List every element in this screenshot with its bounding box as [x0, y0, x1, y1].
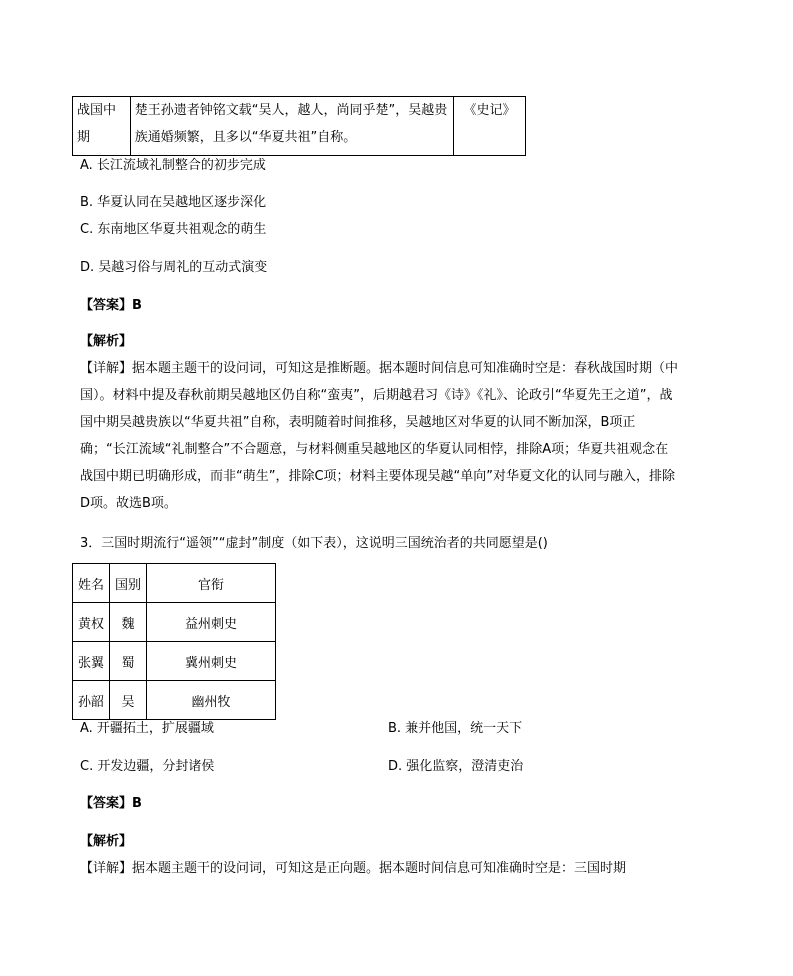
q3-option-a: A. 开疆拓土，扩展疆域 — [80, 721, 214, 736]
table-row — [73, 681, 276, 720]
q3-option-b: B. 兼并他国，统一天下 — [388, 721, 523, 736]
q2-answer: 【答案】B — [80, 298, 142, 313]
q2-option-d: D. 吴越习俗与周礼的互动式演变 — [80, 260, 268, 275]
cell-state: 魏 — [110, 603, 147, 642]
table-row — [73, 642, 276, 681]
q3-option-c: C. 开发边疆，分封诸侯 — [80, 759, 215, 774]
cell-title: 幽州牧 — [147, 681, 276, 720]
cell-state: 蜀 — [110, 642, 147, 681]
officials-table — [72, 563, 276, 720]
q3-analysis-label: 【解析】 — [80, 834, 133, 849]
cell-name: 黄权 — [73, 603, 110, 642]
cell-name: 孙韶 — [73, 681, 110, 720]
q2-analysis: 【详解】据本题主题干的设问词，可知这是推断题。据本题时间信息可知准确时空是：春秋战国时期（中国）。材料中提及春秋前期吴越地区仍自称“蛮夷”，后期越君习《诗》《礼》、论政引“华夏先王之道”，战国中期吴越贵族以“华夏共祖”自称，表明随着时间推移，吴越地区对华夏的认同不断加深，B项正确；“长江流域“礼制整合”不合题意，与材料侧重吴越地区的华夏认同相悖，排除A项；华夏共祖观念在战国中期已明确形成，而非“萌生”，排除C项；材料主要体现吴越“单向”对华夏文化的认同与融入，排除D项。故选B项。 — [80, 361, 679, 511]
q2-option-c: C. 东南地区华夏共祖观念的萌生 — [80, 222, 267, 237]
table-row — [73, 603, 276, 642]
period-cell: 战国中期 — [73, 97, 131, 156]
q3-answer: 【答案】B — [80, 796, 142, 811]
q2-analysis-label: 【解析】 — [80, 334, 133, 349]
cell-name: 张翼 — [73, 642, 110, 681]
header-name: 姓名 — [73, 564, 110, 603]
header-state: 国别 — [110, 564, 147, 603]
cell-title: 益州刺史 — [147, 603, 276, 642]
q2-option-b: B. 华夏认同在吴越地区逐步深化 — [80, 195, 267, 210]
q3-analysis: 【详解】据本题主题干的设问词，可知这是正向题。据本题时间信息可知准确时空是：三国时期 — [80, 861, 627, 876]
cell-title: 冀州刺史 — [147, 642, 276, 681]
q2-option-a: A. 长江流域礼制整合的初步完成 — [80, 158, 266, 173]
source-cell: 《史记》 — [454, 97, 526, 156]
q3-stem: 3．三国时期流行“遥领”“虚封”制度（如下表），这说明三国统治者的共同愿望是() — [80, 536, 548, 551]
q3-option-d: D. 强化监察，澄清吏治 — [388, 759, 524, 774]
source-table — [72, 96, 526, 156]
header-title: 官衔 — [147, 564, 276, 603]
content-cell: 楚王孙遗者钟铭文载“吴人，越人，尚同乎楚”，吴越贵族通婚频繁，且多以“华夏共祖”自称。 — [130, 97, 453, 156]
cell-state: 吴 — [110, 681, 147, 720]
